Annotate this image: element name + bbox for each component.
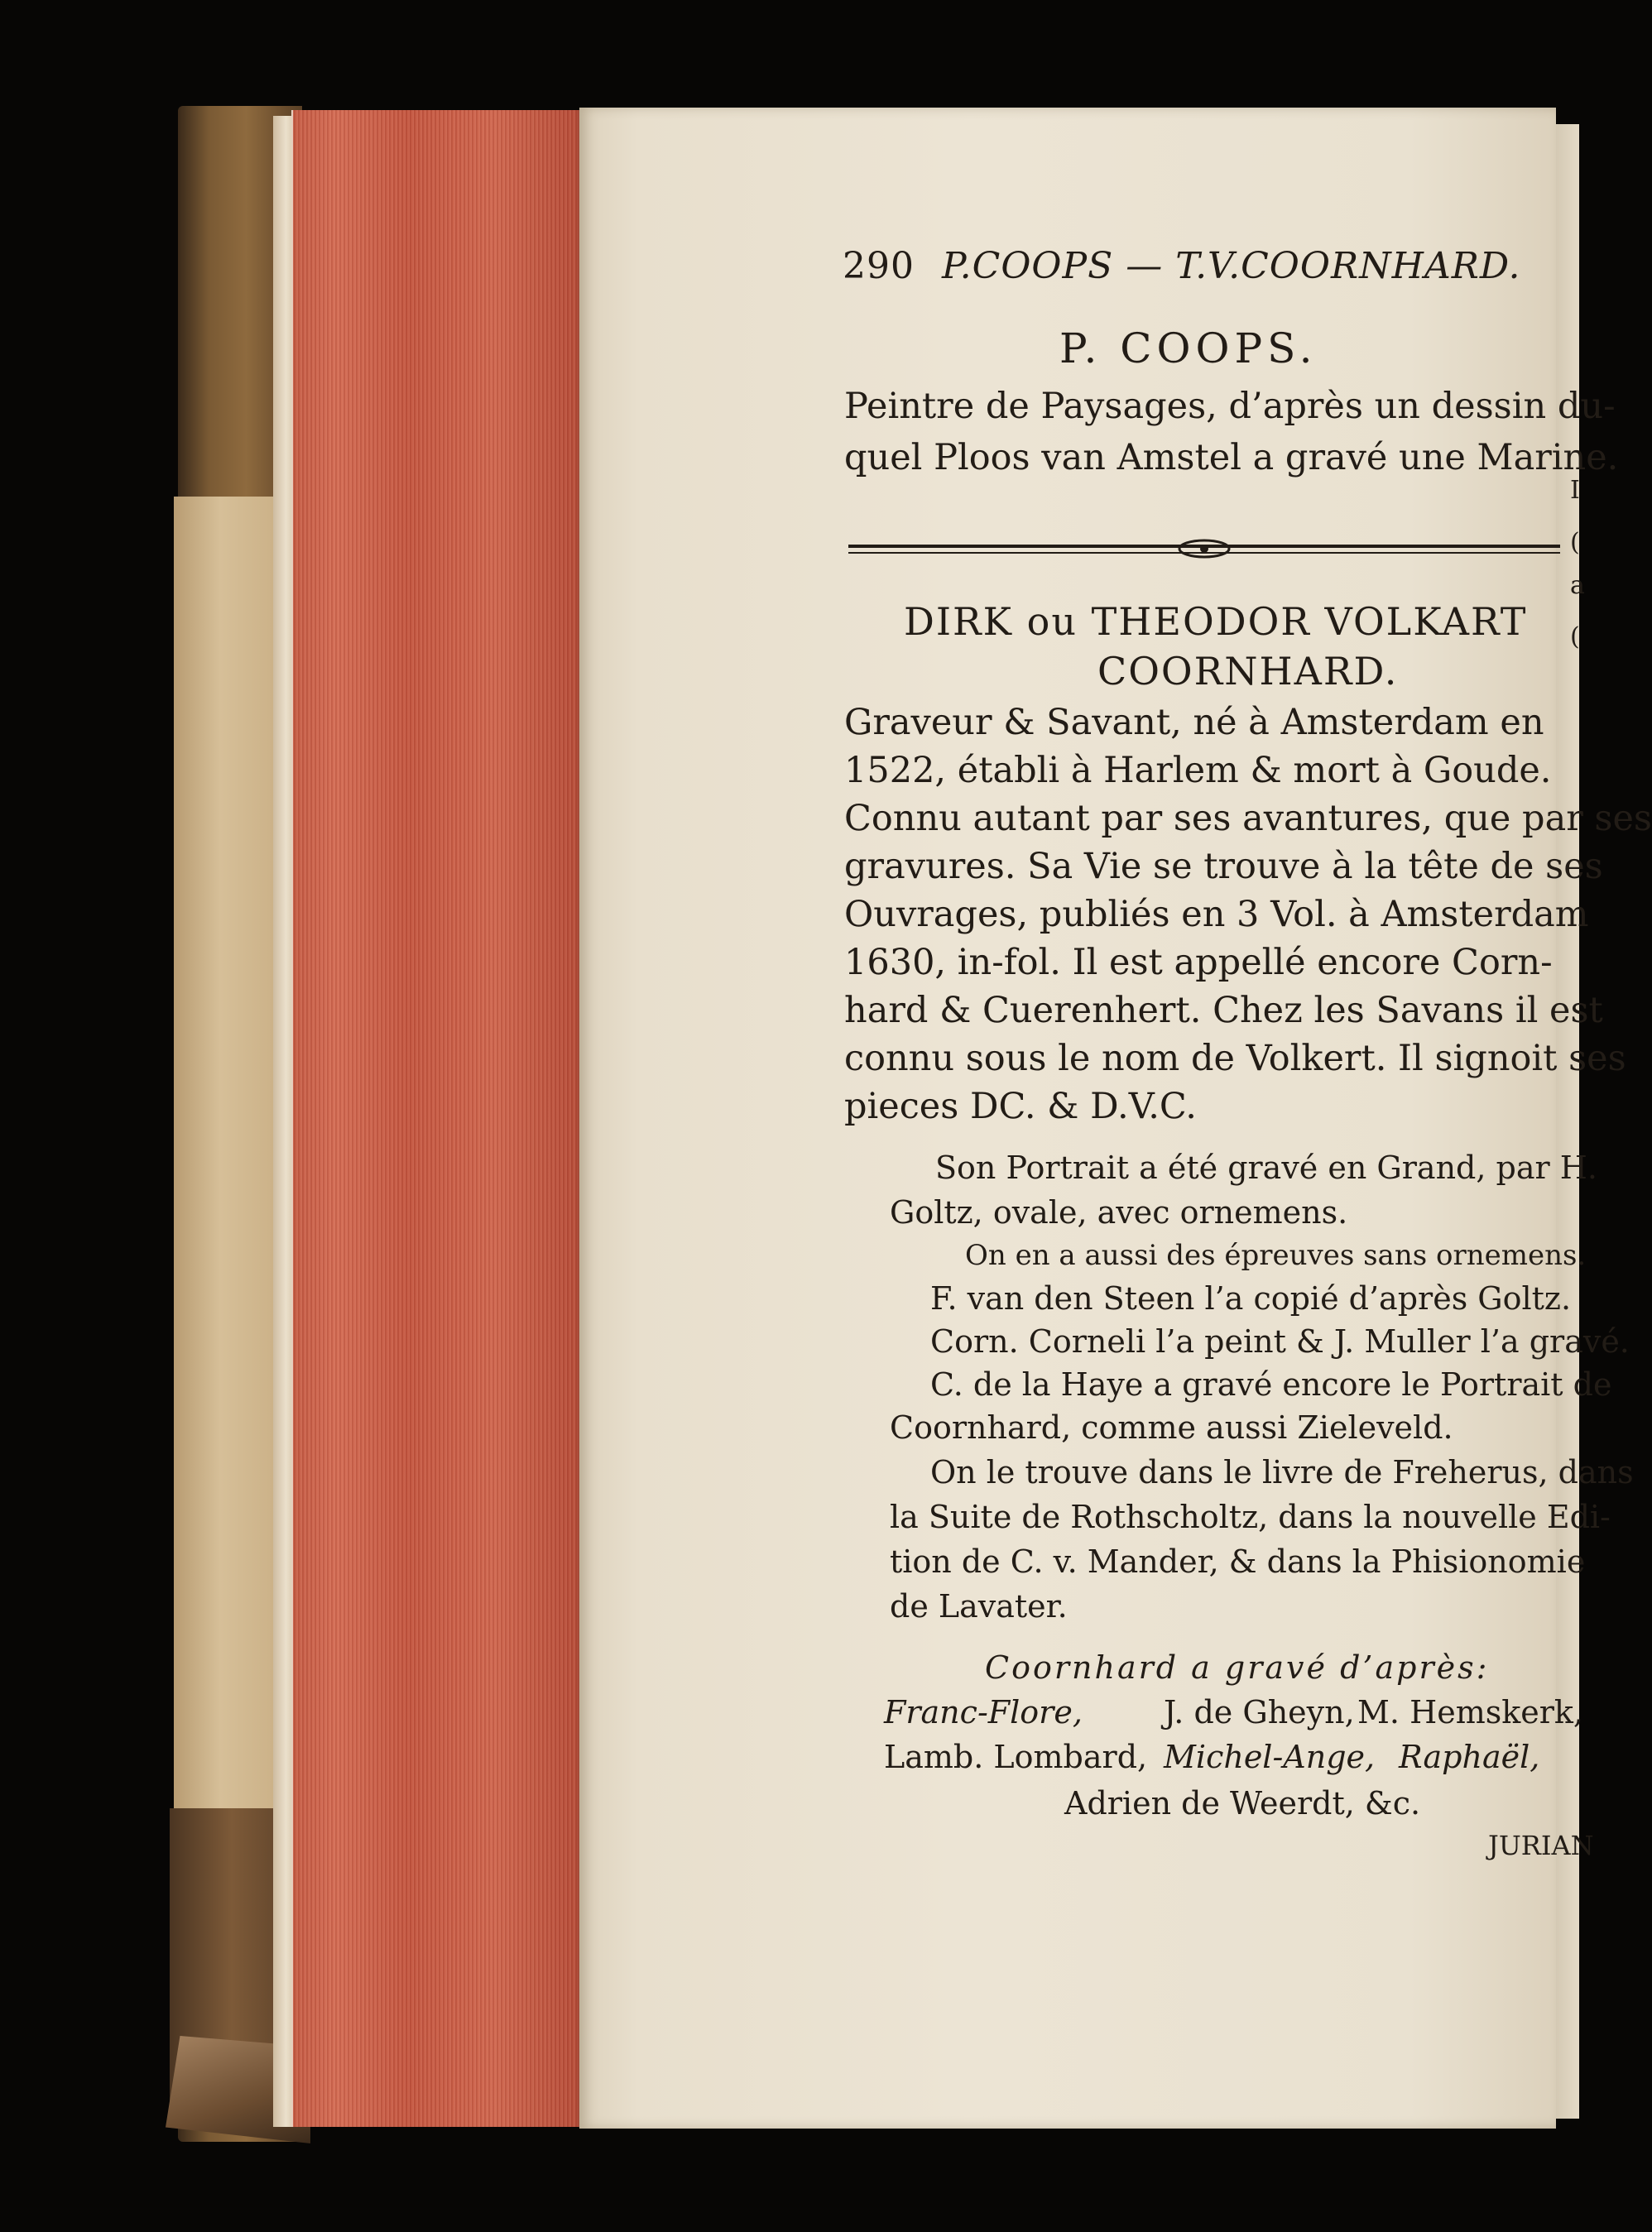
portrait-note-line: F. van den Steen l’a copié d’après Goltz.	[930, 1280, 1572, 1317]
portrait-note-line: Goltz, ovale, avec ornemens.	[890, 1194, 1348, 1231]
entry-text-line: hard & Cuerenhert. Chez les Savans il est	[844, 990, 1603, 1031]
portrait-note-line: Corn. Corneli l’a peint & J. Muller l’a gravé.	[930, 1323, 1630, 1360]
artist-name: M. Hemskerk,	[1357, 1694, 1584, 1730]
artist-name-last: Adrien de Weerdt, &c.	[1064, 1785, 1421, 1822]
artist-name: Raphaël,	[1399, 1739, 1540, 1775]
entry-title-coops: P. COOPS.	[1059, 324, 1318, 372]
portrait-note-line: Son Portrait a été gravé en Grand, par H.	[935, 1150, 1597, 1186]
page-number: 290	[843, 245, 915, 287]
portrait-note-line: C. de la Haye a gravé encore le Portrait de	[930, 1366, 1612, 1403]
artist-name: Michel-Ange,	[1164, 1739, 1376, 1775]
entry-text-line: Graveur & Savant, né à Amsterdam en	[844, 702, 1544, 743]
entry-title-line-1: DIRK ou THEODOR VOLKART	[904, 599, 1528, 644]
engraved-after-heading: Coornhard a gravé d’après:	[985, 1649, 1490, 1686]
entry-text-line: 1522, établi à Harlem & mort à Goude.	[844, 750, 1552, 791]
cover-paper-band	[174, 497, 290, 1821]
artist-name: Lamb. Lombard,	[884, 1739, 1148, 1775]
entry-text-line: connu sous le nom de Volkert. Il signoit ses	[844, 1038, 1626, 1079]
portrait-note-line: tion de C. v. Mander, & dans la Phisionomie	[890, 1543, 1586, 1580]
portrait-note-line: On en a aussi des épreuves sans ornemens.	[965, 1239, 1587, 1272]
portrait-note-line: Coornhard, comme aussi Zieleveld.	[890, 1409, 1453, 1446]
running-head	[843, 245, 1571, 287]
catchword: JURIAN	[1488, 1830, 1594, 1861]
red-page-edges	[291, 110, 581, 2127]
running-head-title: P.COOPS — T.V.COORNHARD.	[941, 245, 1521, 287]
printed-page	[579, 108, 1652, 2129]
portrait-note-line: de Lavater.	[890, 1588, 1068, 1625]
entry-text-line: gravures. Sa Vie se trouve à la tête de ses	[844, 846, 1603, 887]
entry-title-line-2: COORNHARD.	[1097, 649, 1399, 694]
entry-text-line: Connu autant par ses avantures, que par ses	[844, 798, 1652, 839]
entry-text-line: Peintre de Paysages, d’après un dessin du-	[844, 386, 1616, 427]
facing-page-letter: a	[1570, 571, 1585, 600]
entry-text-line: pieces DC. & D.V.C.	[844, 1086, 1197, 1127]
artist-name: J. de Gheyn,	[1164, 1694, 1355, 1730]
facing-page-letter: (	[1570, 622, 1580, 651]
entry-text-line: quel Ploos van Amstel a gravé une Marine.	[844, 437, 1619, 478]
facing-page-letter: I	[1570, 476, 1580, 505]
artist-name: Franc-Flore,	[884, 1694, 1083, 1730]
portrait-note-line: la Suite de Rothscholtz, dans la nouvelle Edi-	[890, 1499, 1611, 1535]
ornamental-rule	[848, 536, 1560, 561]
entry-text-line: Ouvrages, publiés en 3 Vol. à Amsterdam	[844, 894, 1589, 935]
portrait-note-line: On le trouve dans le livre de Freherus, dans	[930, 1454, 1634, 1490]
entry-text-line: 1630, in-fol. Il est appellé encore Corn-	[844, 942, 1553, 983]
facing-page-letter: (	[1570, 528, 1580, 557]
